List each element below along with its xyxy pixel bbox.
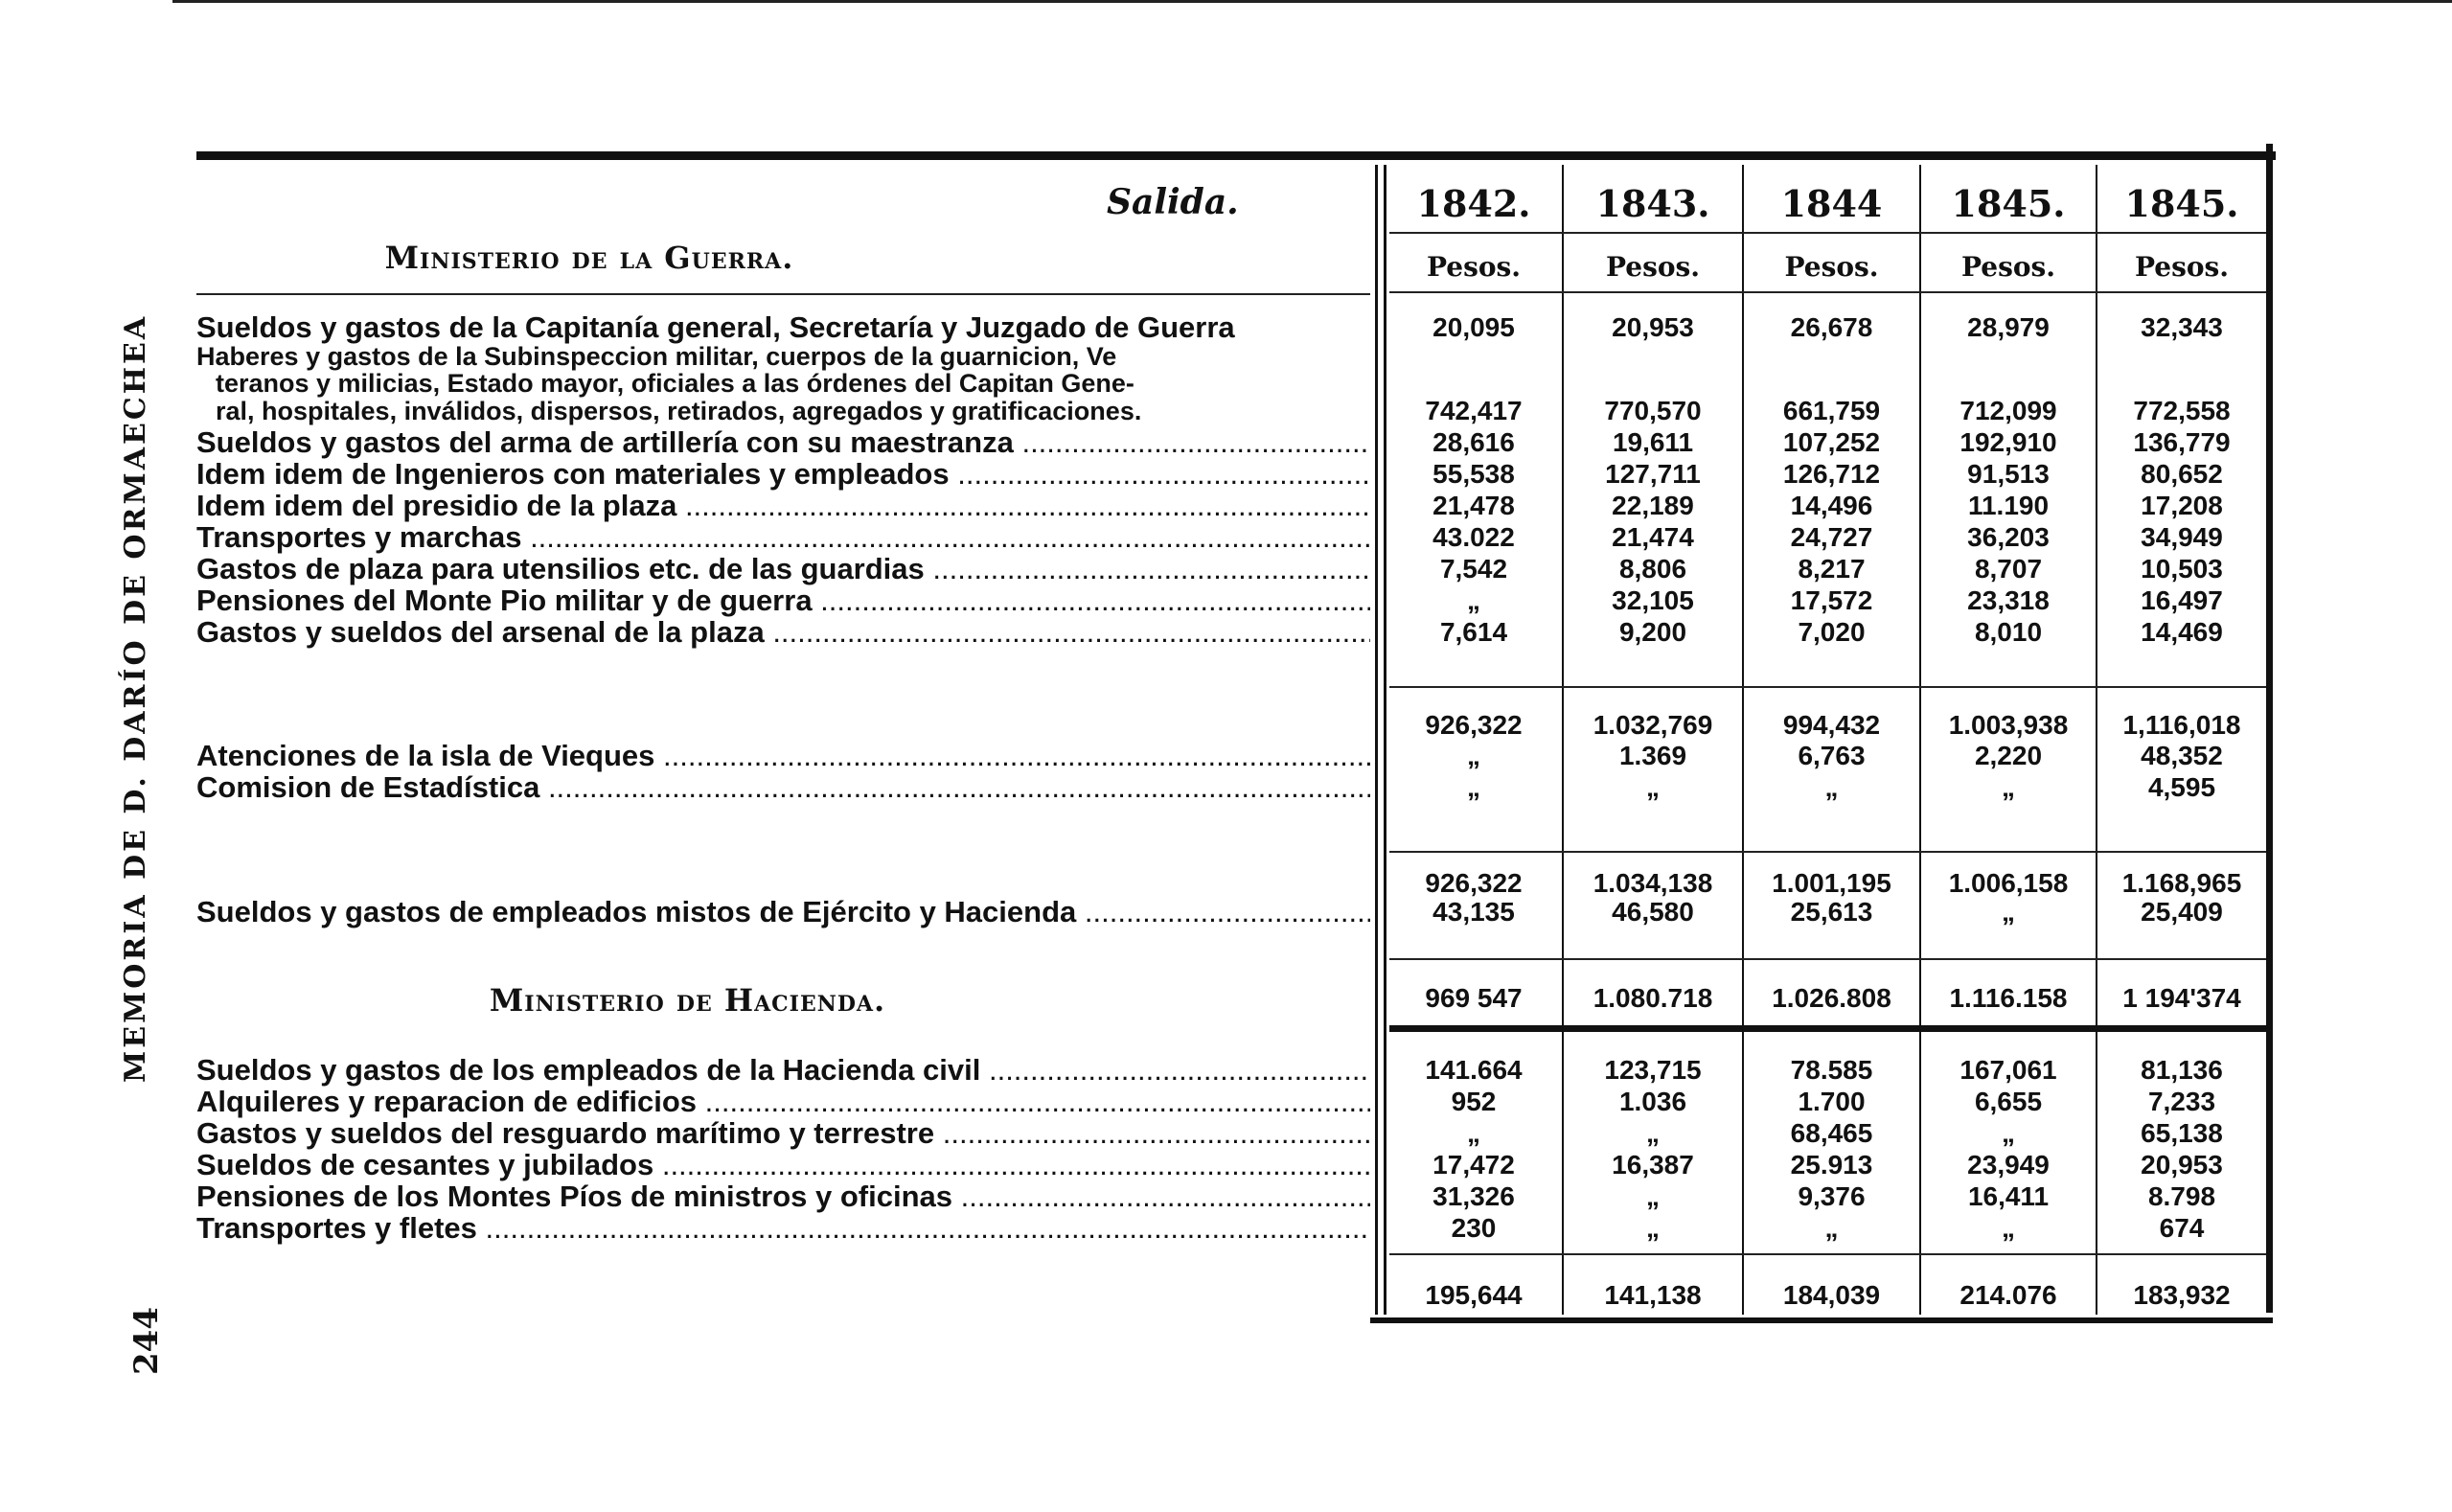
year-header: 1844	[1780, 182, 1883, 225]
row-label-text: Comision de Estadística .....	[196, 771, 1370, 804]
table-cell: 184,039	[1782, 1280, 1881, 1310]
table-cell: 17,208	[2141, 491, 2223, 520]
table-cell: 25,613	[1790, 897, 1873, 927]
table-cell: 127,711	[1605, 459, 1701, 489]
table-cell: 1.001,195	[1772, 868, 1891, 898]
table-cell: „	[1467, 741, 1480, 770]
table-cell: 17,572	[1790, 585, 1873, 615]
table-cell: 19,611	[1612, 427, 1694, 457]
year-header: 1845.	[1951, 182, 2066, 225]
table-cell: 1.369	[1618, 741, 1687, 770]
row-label	[196, 1149, 1370, 1181]
page-number: 244	[127, 1307, 166, 1376]
page-top-rule	[172, 0, 2452, 3]
table-cell: 1.700	[1798, 1087, 1866, 1116]
row-label-text: Haberes y gastos de la Subinspeccion militar, cuerpos de la guarnicion, Ve	[196, 342, 1117, 371]
unit-header: Pesos.	[1426, 251, 1522, 283]
table-cell: „	[2002, 1213, 2015, 1243]
table-cell: 141,138	[1604, 1280, 1702, 1310]
table-cell: „	[1824, 772, 1839, 802]
table-cell: 25,409	[2141, 897, 2223, 927]
table-cell: 23,949	[1967, 1150, 2050, 1180]
table-cell: „	[2002, 897, 2015, 927]
table-cell: 91,513	[1967, 459, 2050, 489]
row-label	[196, 1117, 1370, 1150]
table-cell: 141.664	[1425, 1055, 1523, 1085]
table-cell: 1.168,965	[2121, 868, 2242, 898]
column-divider	[1384, 165, 1386, 1315]
table-cell: 661,759	[1782, 396, 1881, 425]
row-label	[196, 896, 1370, 928]
column-divider	[2096, 165, 2097, 1315]
table-cell: 16,497	[2141, 585, 2223, 615]
subtotal-rule	[1389, 851, 2266, 853]
table-cell: 20,953	[1612, 312, 1694, 342]
table-cell: 43,135	[1432, 897, 1515, 927]
unit-header-rule	[1389, 291, 2266, 293]
table-cell: 32,105	[1612, 585, 1694, 615]
table-cell: 21,478	[1432, 491, 1515, 520]
table-cell: 22,189	[1612, 491, 1694, 520]
table-cell: 183,932	[2133, 1280, 2231, 1310]
salida-label: Salida.	[1107, 182, 1239, 222]
row-label	[216, 395, 1370, 427]
row-label	[196, 616, 1370, 649]
section-heading-guerra: Ministerio de la Guerra.	[384, 240, 794, 276]
table-cell: 167,061	[1959, 1055, 2057, 1085]
table-cell: 10,503	[2141, 554, 2223, 584]
year-header-rule	[1389, 232, 2266, 234]
table-cell: 7,020	[1798, 617, 1866, 647]
table-cell: 926,322	[1425, 868, 1523, 898]
row-label	[196, 771, 1370, 804]
row-label	[196, 311, 1370, 344]
table-cell: „	[1646, 1118, 1660, 1148]
table-right-border	[2266, 144, 2273, 1313]
table-cell: „	[2002, 772, 2015, 802]
table-cell: 78.585	[1790, 1055, 1873, 1085]
table-cell: 68,465	[1790, 1118, 1873, 1148]
table-cell: 48,352	[2141, 741, 2223, 770]
table-cell: 28,979	[1967, 312, 2050, 342]
row-label-text: ral, hospitales, inválidos, dispersos, retirados, agregados y gratificaciones.	[216, 397, 1142, 425]
unit-header: Pesos.	[1605, 251, 1701, 283]
table-cell: 20,953	[2141, 1150, 2223, 1180]
table-cell: 107,252	[1782, 427, 1881, 457]
row-label	[196, 458, 1370, 491]
table-cell: 32,343	[2141, 312, 2223, 342]
row-label-text: Atenciones de la isla de Vieques .....	[196, 740, 1370, 772]
table-cell: 36,203	[1967, 522, 2050, 552]
table-cell: 7,542	[1439, 554, 1508, 584]
table-cell: 6,655	[1974, 1087, 2043, 1116]
table-cell: 192,910	[1959, 427, 2057, 457]
table-cell: 28,616	[1432, 427, 1515, 457]
unit-header: Pesos.	[1960, 251, 2056, 283]
table-cell: 1.080.718	[1593, 983, 1713, 1013]
table-cell: 2,220	[1974, 741, 2043, 770]
table-cell: 24,727	[1790, 522, 1873, 552]
table-cell: „	[1646, 772, 1660, 802]
table-cell: 21,474	[1612, 522, 1694, 552]
row-label-text: Sueldos y gastos de empleados mistos de Ejército y Hacienda .....	[196, 896, 1370, 928]
table-cell: 969 547	[1425, 983, 1523, 1013]
table-cell: „	[2002, 1118, 2015, 1148]
row-label	[196, 584, 1370, 617]
table-bottom-rule	[1370, 1317, 2273, 1323]
table-cell: 26,678	[1790, 312, 1873, 342]
table-cell: 1.036	[1618, 1087, 1687, 1116]
table-cell: 11.190	[1967, 491, 2050, 520]
table-cell: 8,707	[1974, 554, 2043, 584]
table-cell: 23,318	[1967, 585, 2050, 615]
table-cell: 43.022	[1432, 522, 1515, 552]
row-label	[196, 553, 1370, 585]
row-label-text: Sueldos y gastos de los empleados de la Hacienda civil .....	[196, 1054, 1370, 1087]
table-cell: 1.032,769	[1593, 710, 1713, 740]
row-label	[196, 521, 1370, 554]
row-label-text: Idem idem de Ingenieros con materiales y empleados .....	[196, 458, 1370, 491]
table-cell: 14,496	[1790, 491, 1873, 520]
row-label	[196, 740, 1370, 772]
table-cell: 195,644	[1425, 1280, 1523, 1310]
row-label	[196, 1180, 1370, 1213]
subtotal-rule	[1389, 958, 2266, 960]
running-title: MEMORIA DE D. DARÍO DE ORMAECHEA	[119, 313, 152, 1083]
table-cell: 1.026.808	[1772, 983, 1891, 1013]
table-cell: „	[1824, 1213, 1839, 1243]
row-label-text: Sueldos de cesantes y jubilados .....	[196, 1149, 1370, 1181]
table-cell: 4,595	[2147, 772, 2216, 802]
row-label	[196, 1086, 1370, 1118]
row-label-text: Transportes y marchas .....	[196, 521, 1370, 554]
table-cell: „	[1467, 1118, 1480, 1148]
table-cell: 55,538	[1432, 459, 1515, 489]
table-cell: 65,138	[2141, 1118, 2223, 1148]
row-label-text: Pensiones del Monte Pio militar y de guerra .....	[196, 584, 1370, 617]
table-cell: 1.034,138	[1593, 868, 1713, 898]
row-label-text: Sueldos y gastos del arma de artillería con su maestranza .....	[196, 426, 1370, 459]
table-cell: 46,580	[1612, 897, 1694, 927]
table-cell: 230	[1451, 1213, 1497, 1243]
row-label	[196, 490, 1370, 522]
table-cell: 81,136	[2141, 1055, 2223, 1085]
table-cell: 926,322	[1425, 710, 1523, 740]
row-label	[196, 426, 1370, 459]
table-cell: 674	[2159, 1213, 2205, 1243]
table-cell: „	[1646, 1213, 1660, 1243]
table-cell: 1,116,018	[2122, 710, 2241, 740]
table-cell: 9,200	[1618, 617, 1687, 647]
table-cell: 16,387	[1612, 1150, 1694, 1180]
row-label-text: Transportes y fletes .....	[196, 1212, 1370, 1245]
table-cell: 214.076	[1959, 1280, 2057, 1310]
column-divider	[1562, 165, 1564, 1315]
table-cell: 31,326	[1432, 1181, 1515, 1211]
table-cell: 14,469	[2141, 617, 2223, 647]
row-label-text: teranos y milicias, Estado mayor, oficiales a las órdenes del Capitan Gene-	[216, 369, 1134, 398]
table-cell: 136,779	[2133, 427, 2231, 457]
section-heading-hacienda: Ministerio de Hacienda.	[489, 982, 886, 1019]
table-cell: 123,715	[1604, 1055, 1702, 1085]
table-cell: 712,099	[1959, 396, 2057, 425]
row-label-text: Idem idem del presidio de la plaza .....	[196, 490, 1370, 522]
section-divider-rule	[1389, 1025, 2266, 1032]
column-divider	[1375, 165, 1378, 1315]
table-cell: „	[1467, 772, 1480, 802]
row-label-text: Pensiones de los Montes Píos de ministros y oficinas .....	[196, 1180, 1370, 1213]
row-label-text: Sueldos y gastos de la Capitanía general, Secretaría y Juzgado de Guerra	[196, 311, 1235, 344]
table-cell: 17,472	[1432, 1150, 1515, 1180]
table-cell: 8,806	[1618, 554, 1687, 584]
subtotal-rule	[1389, 686, 2266, 688]
table-cell: 1.003,938	[1948, 710, 2069, 740]
table-cell: 80,652	[2141, 459, 2223, 489]
table-cell: 8.798	[2147, 1181, 2216, 1211]
table-cell: 25.913	[1790, 1150, 1873, 1180]
table-cell: 742,417	[1425, 396, 1523, 425]
subtotal-rule	[1389, 1253, 2266, 1255]
unit-header: Pesos.	[2134, 251, 2230, 283]
year-header: 1843.	[1595, 182, 1710, 225]
table-cell: 772,558	[2133, 396, 2231, 425]
year-header: 1842.	[1416, 182, 1531, 225]
row-label	[196, 1212, 1370, 1245]
table-cell: 9,376	[1798, 1181, 1866, 1211]
column-divider	[1742, 165, 1744, 1315]
row-label-text: Gastos y sueldos del arsenal de la plaza .....	[196, 616, 1370, 649]
row-label-text: Gastos y sueldos del resguardo marítimo y terrestre .....	[196, 1117, 1370, 1150]
table-cell: 1 194'374	[2122, 983, 2241, 1013]
table-cell: 770,570	[1604, 396, 1702, 425]
table-cell: 34,949	[2141, 522, 2223, 552]
table-cell: 7,614	[1439, 617, 1508, 647]
row-label-text: Gastos de plaza para utensilios etc. de las guardias .....	[196, 553, 1370, 585]
table-top-rule	[196, 151, 2276, 160]
table-cell: „	[1646, 1181, 1660, 1211]
table-cell: 20,095	[1432, 312, 1515, 342]
row-label-text: Alquileres y reparacion de edificios .....	[196, 1086, 1370, 1118]
table-cell: 7,233	[2147, 1087, 2216, 1116]
row-label	[196, 1054, 1370, 1087]
table-cell: 16,411	[1967, 1181, 2050, 1211]
unit-header: Pesos.	[1784, 251, 1879, 283]
table-cell: 8,010	[1974, 617, 2043, 647]
table-cell: 1.116.158	[1949, 983, 2068, 1013]
table-cell: 6,763	[1798, 741, 1866, 770]
label-column-rule	[196, 293, 1370, 295]
year-header: 1845.	[2124, 182, 2239, 225]
table-cell: „	[1467, 585, 1480, 615]
column-divider	[1919, 165, 1921, 1315]
table-cell: 126,712	[1782, 459, 1881, 489]
table-cell: 1.006,158	[1948, 868, 2069, 898]
table-cell: 952	[1451, 1087, 1497, 1116]
table-cell: 8,217	[1798, 554, 1866, 584]
table-cell: 994,432	[1782, 710, 1881, 740]
